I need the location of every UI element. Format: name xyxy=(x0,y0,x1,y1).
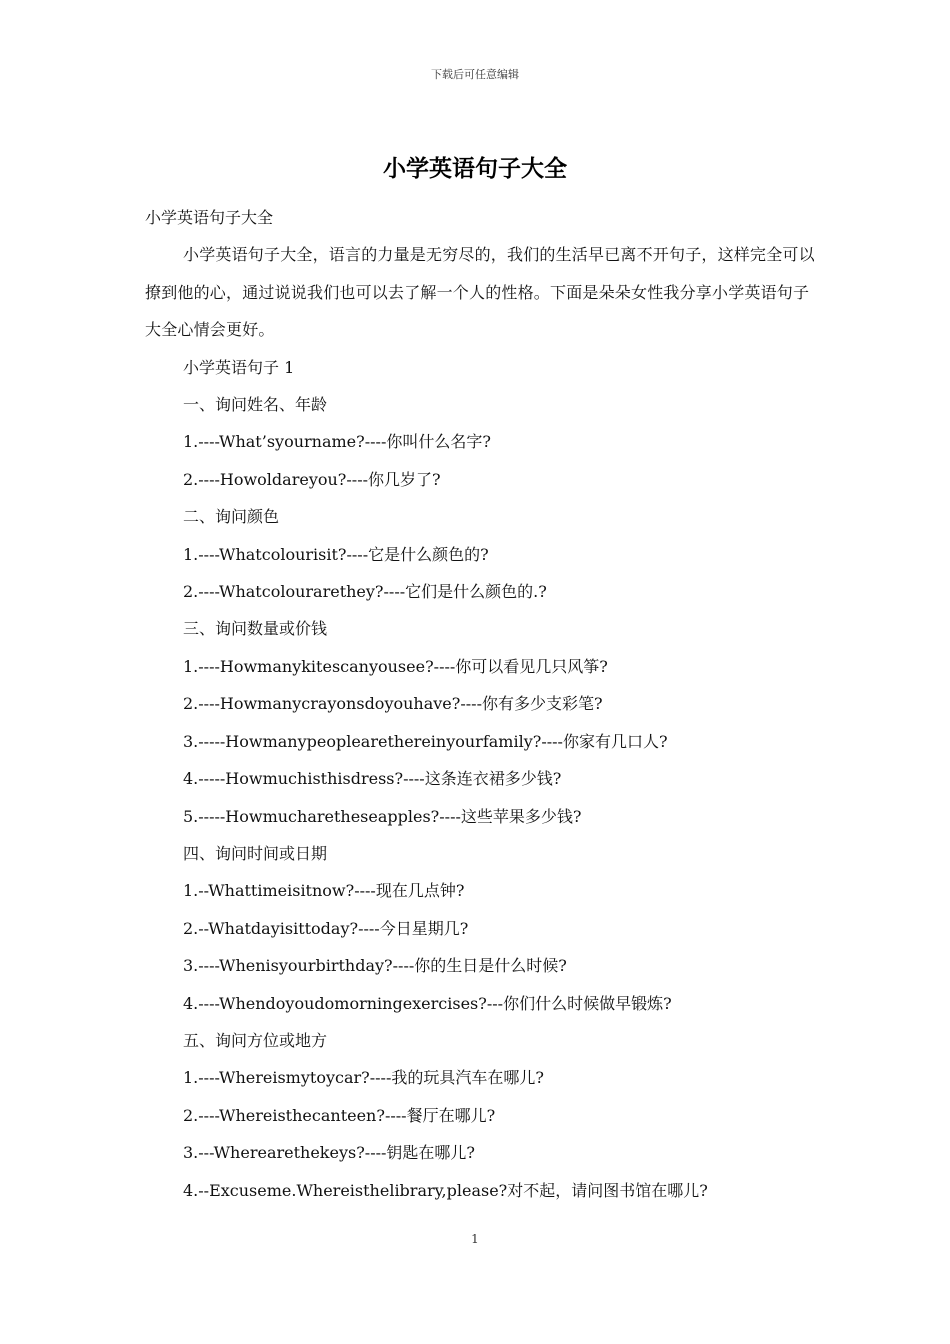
subsection-heading: 三、询问数量或价钱 xyxy=(183,619,328,639)
sentence-line: 4.----Whendoyoudomorningexercises?---你们什么时候做早锻炼? xyxy=(183,993,672,1013)
subsection-heading: 一、询问姓名、年龄 xyxy=(183,395,328,415)
sentence-line: 3.----Whenisyourbirthday?----你的生日是什么时候? xyxy=(183,956,567,976)
document-body xyxy=(145,199,815,1209)
sentence-line: 2.----Whatcolourarethey?----它们是什么颜色的.? xyxy=(183,582,547,602)
intro-paragraph: 小学英语句子大全，语言的力量是无穷尽的，我们的生活早已离不开句子，这样完全可以撩到他的心，通过说说我们也可以去了解一个人的性格。下面是朵朵女性我分享小学英语句子大全心情会更好。 xyxy=(145,245,815,340)
sentence-line: 5.-----Howmucharetheseapples?----这些苹果多少钱? xyxy=(183,806,582,826)
sentence-line: 3.-----Howmanypeoplearethereinyourfamily?----你家有几口人? xyxy=(183,731,668,751)
sentence-line: 2.----Whereisthecanteen?----餐厅在哪儿? xyxy=(183,1105,496,1125)
sentence-line: 2.----Howmanycrayonsdoyouhave?----你有多少支彩笔? xyxy=(183,694,603,714)
subsection-heading: 二、询问颜色 xyxy=(183,507,280,527)
sentence-line: 1.----Whereismytoycar?----我的玩具汽车在哪儿? xyxy=(183,1068,544,1088)
page-number: 1 xyxy=(471,1232,479,1246)
sentence-line: 1.----Howmanykitescanyousee?----你可以看见几只风筝? xyxy=(183,656,608,676)
sentence-line: 4.--Excuseme.Whereisthelibrary,please?对不起，请问图书馆在哪儿? xyxy=(183,1180,708,1200)
sentence-line: 3.---Wherearethekeys?----钥匙在哪儿? xyxy=(183,1143,476,1163)
sentence-line: 4.-----Howmuchisthisdress?----这条连衣裙多少钱? xyxy=(183,769,562,789)
section-heading: 小学英语句子 1 xyxy=(183,357,295,377)
sentence-line: 2.--Whatdayisittoday?----今日星期几? xyxy=(183,918,469,938)
subtitle: 小学英语句子大全 xyxy=(145,208,274,227)
subsection-heading: 五、询问方位或地方 xyxy=(183,1030,328,1050)
subsection-heading: 四、询问时间或日期 xyxy=(183,843,328,863)
sentence-line: 1.----What’syourname?----你叫什么名字? xyxy=(183,432,491,452)
document-title: 小学英语句子大全 xyxy=(383,155,567,182)
sentence-line: 1.--Whattimeisitnow?----现在几点钟? xyxy=(183,881,465,901)
page-header: 下载后可任意编辑 xyxy=(431,68,519,81)
sentence-line: 1.----Whatcolourisit?----它是什么颜色的? xyxy=(183,544,489,564)
sentence-line: 2.----Howoldareyou?----你几岁了? xyxy=(183,469,441,489)
